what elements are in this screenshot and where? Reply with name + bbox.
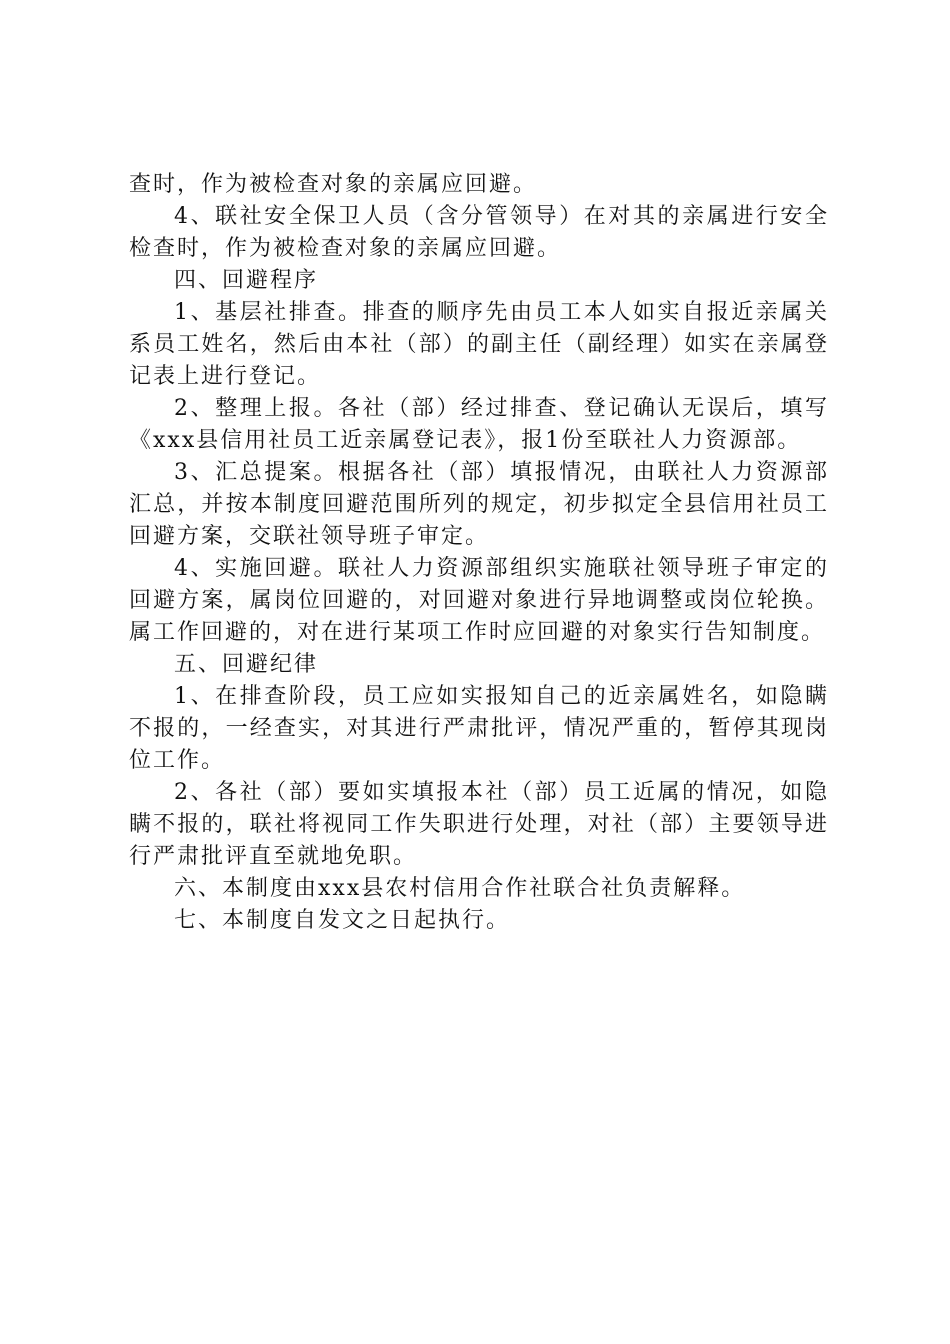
document-body (129, 169, 829, 937)
paragraph-discipline-2: 2、各社（部）要如实填报本社（部）员工近属的情况，如隐瞒不报的，联社将视同工作失职进行处理，对社（部）主要领导进行严肃批评直至就地免职。 (129, 780, 829, 869)
paragraph-discipline-1: 1、在排查阶段，员工应如实报知自己的近亲属姓名，如隐瞒不报的，一经查实，对其进行严肃批评，情况严重的，暂停其现岗位工作。 (129, 684, 829, 773)
paragraph-procedure-1: 1、基层社排查。排查的顺序先由员工本人如实自报近亲属关系员工姓名，然后由本社（部）的副主任（副经理）如实在亲属登记表上进行登记。 (129, 300, 829, 389)
section-interpretation: 六、本制度由xxx县农村信用合作社联合社负责解释。 (174, 876, 746, 901)
paragraph-continuation: 查时，作为被检查对象的亲属应回避。 (129, 172, 538, 197)
paragraph-procedure-4: 4、实施回避。联社人力资源部组织实施联社领导班子审定的回避方案，属岗位回避的，对回避对象进行异地调整或岗位轮换。属工作回避的，对在进行某项工作时应回避的对象实行告知制度。 (129, 556, 829, 645)
section-effective-date: 七、本制度自发文之日起执行。 (174, 908, 511, 933)
section-heading-procedure: 四、回避程序 (174, 268, 319, 293)
paragraph-procedure-2: 2、整理上报。各社（部）经过排查、登记确认无误后，填写《xxx县信用社员工近亲属登记表》，报1份至联社人力资源部。 (129, 396, 829, 453)
paragraph-procedure-3: 3、汇总提案。根据各社（部）填报情况，由联社人力资源部汇总，并按本制度回避范围所列的规定，初步拟定全县信用社员工回避方案，交联社领导班子审定。 (129, 460, 829, 549)
paragraph-item-4-security: 4、联社安全保卫人员（含分管领导）在对其的亲属进行安全检查时，作为被检查对象的亲属应回避。 (129, 204, 829, 261)
section-heading-discipline: 五、回避纪律 (174, 652, 319, 677)
